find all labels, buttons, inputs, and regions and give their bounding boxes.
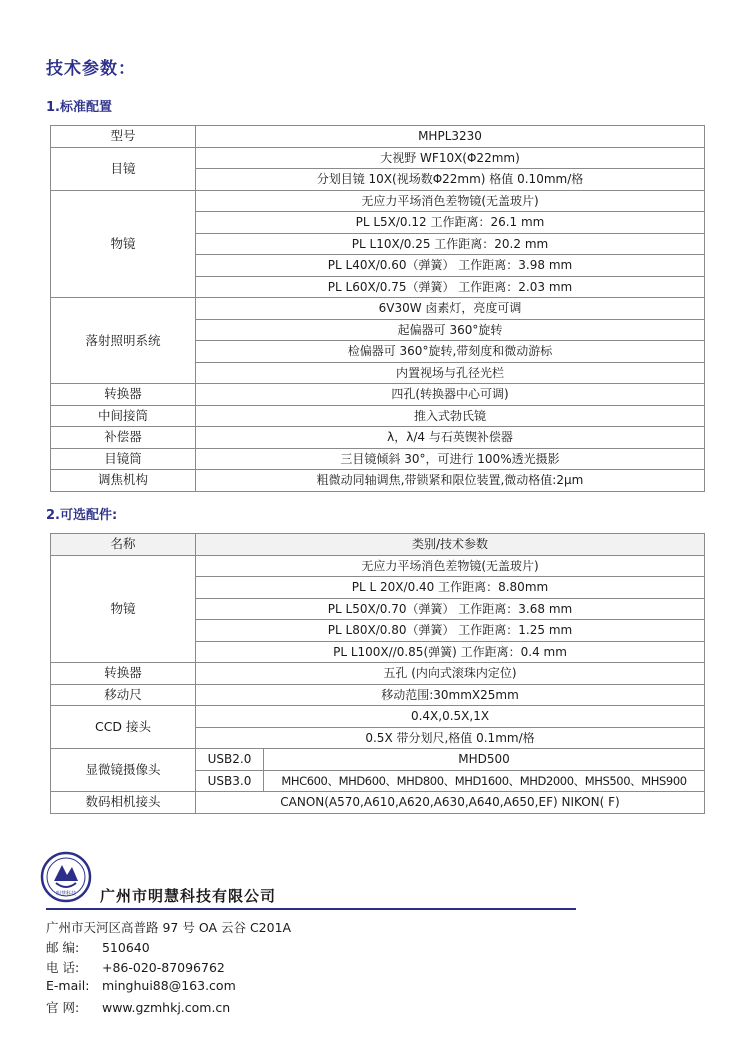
row-label: 目镜 (51, 147, 196, 190)
row-value: 三目镜倾斜 30°，可进行 100%透光摄影 (196, 448, 705, 470)
table-header-row (51, 534, 705, 556)
row-value: 移动范围:30mmX25mm (196, 684, 705, 706)
row-value: PL L40X/0.60（弹簧） 工作距离：3.98 mm (196, 255, 705, 277)
email-value[interactable]: minghui88@163.com (101, 978, 236, 993)
table-row (51, 427, 705, 449)
row-label: 移动尺 (51, 684, 196, 706)
row-value: PL L80X/0.80（弹簧） 工作距离：1.25 mm (196, 620, 705, 642)
row-value: MHPL3230 (196, 126, 705, 148)
row-value: PL L100X//0.85(弹簧) 工作距离：0.4 mm (196, 641, 705, 663)
usb-label: USB2.0 (196, 749, 264, 771)
address-value: 广州市天河区高普路 97 号 OA 云谷 C201A (46, 920, 292, 935)
row-label: 数码相机接头 (51, 792, 196, 814)
row-value: 无应力平场消色差物镜(无盖玻片) (196, 555, 705, 577)
row-value: 起偏器可 360°旋转 (196, 319, 705, 341)
row-value: PL L60X/0.75（弹簧） 工作距离：2.03 mm (196, 276, 705, 298)
company-logo (40, 851, 92, 903)
table-row (51, 405, 705, 427)
usb-label: USB3.0 (196, 770, 264, 792)
contact-address (46, 918, 291, 936)
table-row (51, 792, 705, 814)
row-value: MHD500 (264, 749, 705, 771)
optional-accessories-table (50, 533, 705, 814)
row-label: 物镜 (51, 190, 196, 298)
row-value: PL L 20X/0.40 工作距离：8.80mm (196, 577, 705, 599)
company-name: 广州市明慧科技有限公司 (100, 887, 277, 905)
table-row (51, 706, 705, 728)
email-label: E-mail: (46, 978, 90, 993)
row-value: 内置视场与孔径光栏 (196, 362, 705, 384)
row-value: 大视野 WF10X(Φ22mm) (196, 147, 705, 169)
row-value: PL L10X/0.25 工作距离：20.2 mm (196, 233, 705, 255)
contact-phone (46, 958, 225, 976)
row-value: 推入式勃氏镜 (196, 405, 705, 427)
row-label: 补偿器 (51, 427, 196, 449)
row-value: PL L50X/0.70（弹簧） 工作距离：3.68 mm (196, 598, 705, 620)
row-label: 目镜筒 (51, 448, 196, 470)
website-value[interactable]: www.gzmhkj.com.cn (101, 1000, 231, 1015)
footer-divider (46, 908, 576, 910)
table-row (51, 298, 705, 320)
table-row (51, 684, 705, 706)
row-value: 粗微动同轴调焦,带锁紧和限位装置,微动格值:2μm (196, 470, 705, 492)
row-label: CCD 接头 (51, 706, 196, 749)
postcode-value: 510640 (101, 940, 150, 955)
table-row (51, 126, 705, 148)
table-row (51, 190, 705, 212)
table-row (51, 470, 705, 492)
contact-postcode (46, 938, 150, 956)
row-value: 分划目镜 10X(视场数Φ22mm) 格值 0.10mm/格 (196, 169, 705, 191)
row-label: 物镜 (51, 555, 196, 663)
standard-config-table (50, 125, 705, 492)
section-title-standard: 1.标准配置 (46, 100, 112, 115)
page-title: 技术参数： (46, 59, 136, 79)
postcode-label: 邮 编: (46, 940, 80, 955)
table-row (51, 555, 705, 577)
row-label: 调焦机构 (51, 470, 196, 492)
row-value: 0.5X 带分划尺,格值 0.1mm/格 (196, 727, 705, 749)
phone-value: +86-020-87096762 (101, 960, 225, 975)
website-label: 官 网: (46, 1000, 80, 1015)
row-value: 五孔 (内向式滚珠内定位) (196, 663, 705, 685)
row-value: CANON(A570,A610,A620,A630,A640,A650,EF) NIKON( F) (196, 792, 705, 814)
row-value: 无应力平场消色差物镜(无盖玻片) (196, 190, 705, 212)
header-params: 类别/技术参数 (196, 534, 705, 556)
row-value: 6V30W 卤素灯，亮度可调 (196, 298, 705, 320)
section-title-optional: 2.可选配件: (46, 508, 118, 523)
row-label: 中间接筒 (51, 405, 196, 427)
row-label: 型号 (51, 126, 196, 148)
header-name: 名称 (51, 534, 196, 556)
table-row (51, 448, 705, 470)
row-value: 四孔(转换器中心可调) (196, 384, 705, 406)
row-value: MHC600、MHD600、MHD800、MHD1600、MHD2000、MHS500、MHS900 (264, 770, 705, 792)
table-row (51, 749, 705, 771)
row-value: PL L5X/0.12 工作距离：26.1 mm (196, 212, 705, 234)
row-label: 显微镜摄像头 (51, 749, 196, 792)
row-value: 检偏器可 360°旋转,带刻度和微动游标 (196, 341, 705, 363)
row-value: λ，λ/4 与石英锲补偿器 (196, 427, 705, 449)
svg-text:明慧科技: 明慧科技 (55, 891, 77, 897)
contact-website (46, 998, 230, 1016)
row-label: 落射照明系统 (51, 298, 196, 384)
table-row (51, 663, 705, 685)
phone-label: 电 话: (46, 960, 80, 975)
row-label: 转换器 (51, 384, 196, 406)
table-row (51, 147, 705, 169)
row-label: 转换器 (51, 663, 196, 685)
table-row (51, 384, 705, 406)
row-value: 0.4X,0.5X,1X (196, 706, 705, 728)
contact-email (46, 978, 236, 993)
